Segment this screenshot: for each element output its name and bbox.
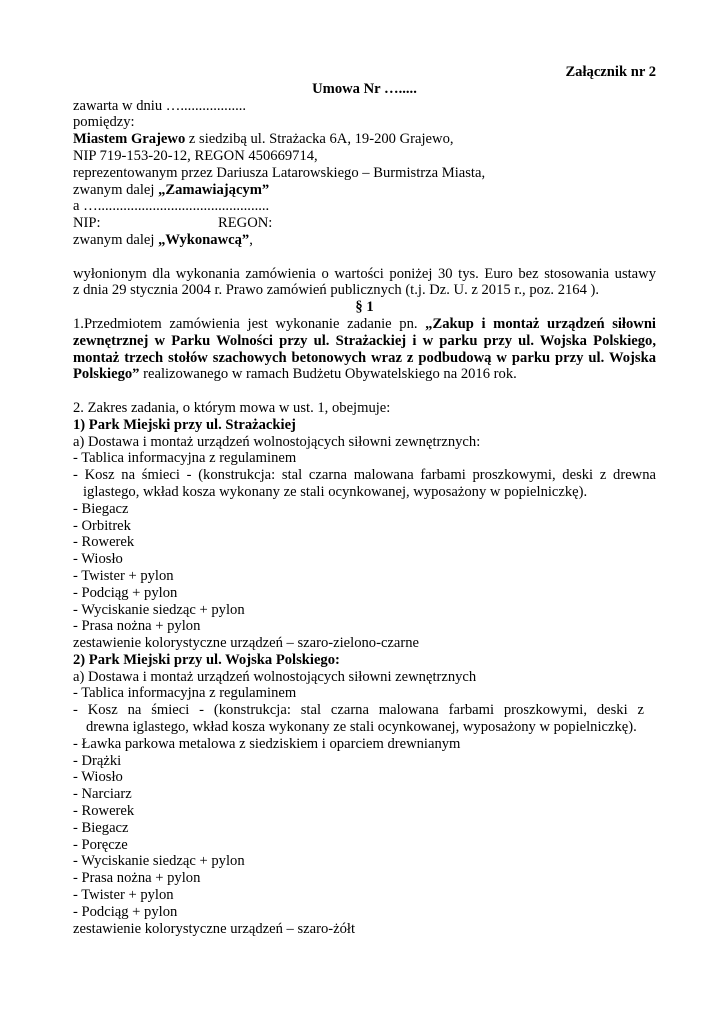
park-1-board: - Tablica informacyjna z regulaminem (73, 450, 297, 467)
city-address: z siedzibą ul. Strażacka 6A, 19-200 Grajewo, (185, 131, 454, 148)
subject-line-1 (73, 316, 656, 333)
client-name: „Zamawiającym” (158, 181, 270, 198)
list-item: - Wyciskanie siedząc + pylon (73, 853, 245, 870)
park-1-bin-line-1: - Kosz na śmieci - (konstrukcja: stal czarna malowana farbami proszkowymi, deski z drewna (73, 467, 656, 484)
contractor-name: „Wykonawcą” (158, 231, 250, 248)
list-item: - Twister + pylon (73, 567, 174, 584)
subject-title-start: „Zakup i montaż urządzeń siłowni (425, 315, 656, 332)
spacer (73, 249, 656, 266)
list-item: - Wiosło (73, 551, 123, 568)
attachment-label: Załącznik nr 2 (565, 64, 656, 80)
park-1-bin-line-2: iglastego, wkład kosza wykonany ze stali ocynkowanej, wyposażony w popielniczkę). (83, 483, 588, 500)
list-item: - Ławka parkowa metalowa z siedziskiem i oparciem drewnianym (73, 735, 461, 752)
list-item: - Prasa nożna + pylon (73, 870, 201, 887)
list-item: - Narciarz (73, 786, 132, 803)
park-2-bin-line-2: drewna iglastego, wkład kosza wykonany ze stali ocynkowanej, wyposażony w popielniczkę). (86, 719, 637, 736)
list-item: - Wiosło (73, 769, 123, 786)
contractor-designation (73, 232, 656, 249)
representative: reprezentowanym przez Dariusza Latarowskiego – Burmistrza Miasta, (73, 164, 486, 181)
list-item: - Rowerek (73, 803, 135, 820)
list-item: - Wyciskanie siedząc + pylon (73, 601, 245, 618)
subject-line-2: zewnętrznej w Parku Wolności przy ul. Strażackiej i w parku przy ul. Wojska Polskiego, (73, 332, 656, 349)
subject-intro: 1.Przedmiotem zamówienia jest wykonanie zadanie pn. (73, 315, 426, 332)
city-ids: NIP 719-153-20-12, REGON 450669714, (73, 147, 318, 164)
park-2-bin-line-1: - Kosz na śmieci - (konstrukcja: stal czarna malowana farbami proszkowymi, deski z (73, 702, 644, 719)
list-item: - Prasa nożna + pylon (73, 618, 201, 635)
list-item: - Biegacz (73, 500, 129, 517)
scope-intro: 2. Zakres zadania, o którym mowa w ust. 1, obejmuje: (73, 399, 391, 416)
list-item: - Podciąg + pylon (73, 584, 178, 601)
park-2-subheading: a) Dostawa i montaż urządzeń wolnostojących siłowni zewnętrznych (73, 668, 477, 685)
park-1-colors: zestawienie kolorystyczne urządzeń – szaro-zielono-czarne (73, 635, 420, 652)
park-2-heading: 2) Park Miejski przy ul. Wojska Polskiego: (73, 651, 340, 668)
intro-line-2: z dnia 29 stycznia 2004 r. Prawo zamówień publicznych (t.j. Dz. U. z 2015 r., poz. 2164 ). (73, 282, 600, 299)
concluded-on: zawarta w dniu ….................. (73, 97, 247, 114)
park-1-heading: 1) Park Miejski przy ul. Strażackiej (73, 416, 296, 433)
nip-label: NIP: (73, 215, 101, 232)
contractor-suffix: , (249, 231, 253, 248)
city-name: Miastem Grajewo (73, 131, 186, 148)
city-party (73, 131, 656, 148)
subject-line-3: montaż trzech stołów szachowych betonowych wraz z podbudową w parku przy ul. Wojska (73, 349, 656, 366)
list-item: - Orbitrek (73, 517, 131, 534)
client-designation (73, 182, 656, 199)
regon-label: REGON: (218, 215, 273, 232)
park-2-colors: zestawienie kolorystyczne urządzeń – szaro-żółt (73, 920, 356, 937)
contractor-placeholder: a …............................................... (73, 198, 270, 215)
contract-title: Umowa Nr …..... (312, 80, 417, 97)
section-1-heading: § 1 (355, 299, 374, 316)
park-1-subheading: a) Dostawa i montaż urządzeń wolnostojących siłowni zewnętrznych: (73, 433, 481, 450)
list-item: - Twister + pylon (73, 887, 174, 904)
list-item: - Rowerek (73, 534, 135, 551)
between-label: pomiędzy: (73, 114, 135, 131)
park-2-board: - Tablica informacyjna z regulaminem (73, 685, 297, 702)
contractor-ids (73, 215, 656, 232)
list-item: - Poręcze (73, 836, 128, 853)
list-item: - Biegacz (73, 819, 129, 836)
client-prefix: zwanym dalej (73, 181, 159, 198)
list-item: - Drążki (73, 752, 122, 769)
spacer (73, 383, 656, 400)
intro-line-1: wyłonionym dla wykonania zamówienia o wartości poniżej 30 tys. Euro bez stosowania ustawy (73, 265, 656, 282)
contractor-prefix: zwanym dalej (73, 231, 159, 248)
list-item: - Podciąg + pylon (73, 903, 178, 920)
subject-line-4 (73, 366, 656, 383)
subject-title-end: Polskiego” (73, 366, 140, 383)
subject-budget: realizowanego w ramach Budżetu Obywatelskiego na 2016 rok. (139, 366, 517, 383)
document-page (73, 64, 656, 937)
